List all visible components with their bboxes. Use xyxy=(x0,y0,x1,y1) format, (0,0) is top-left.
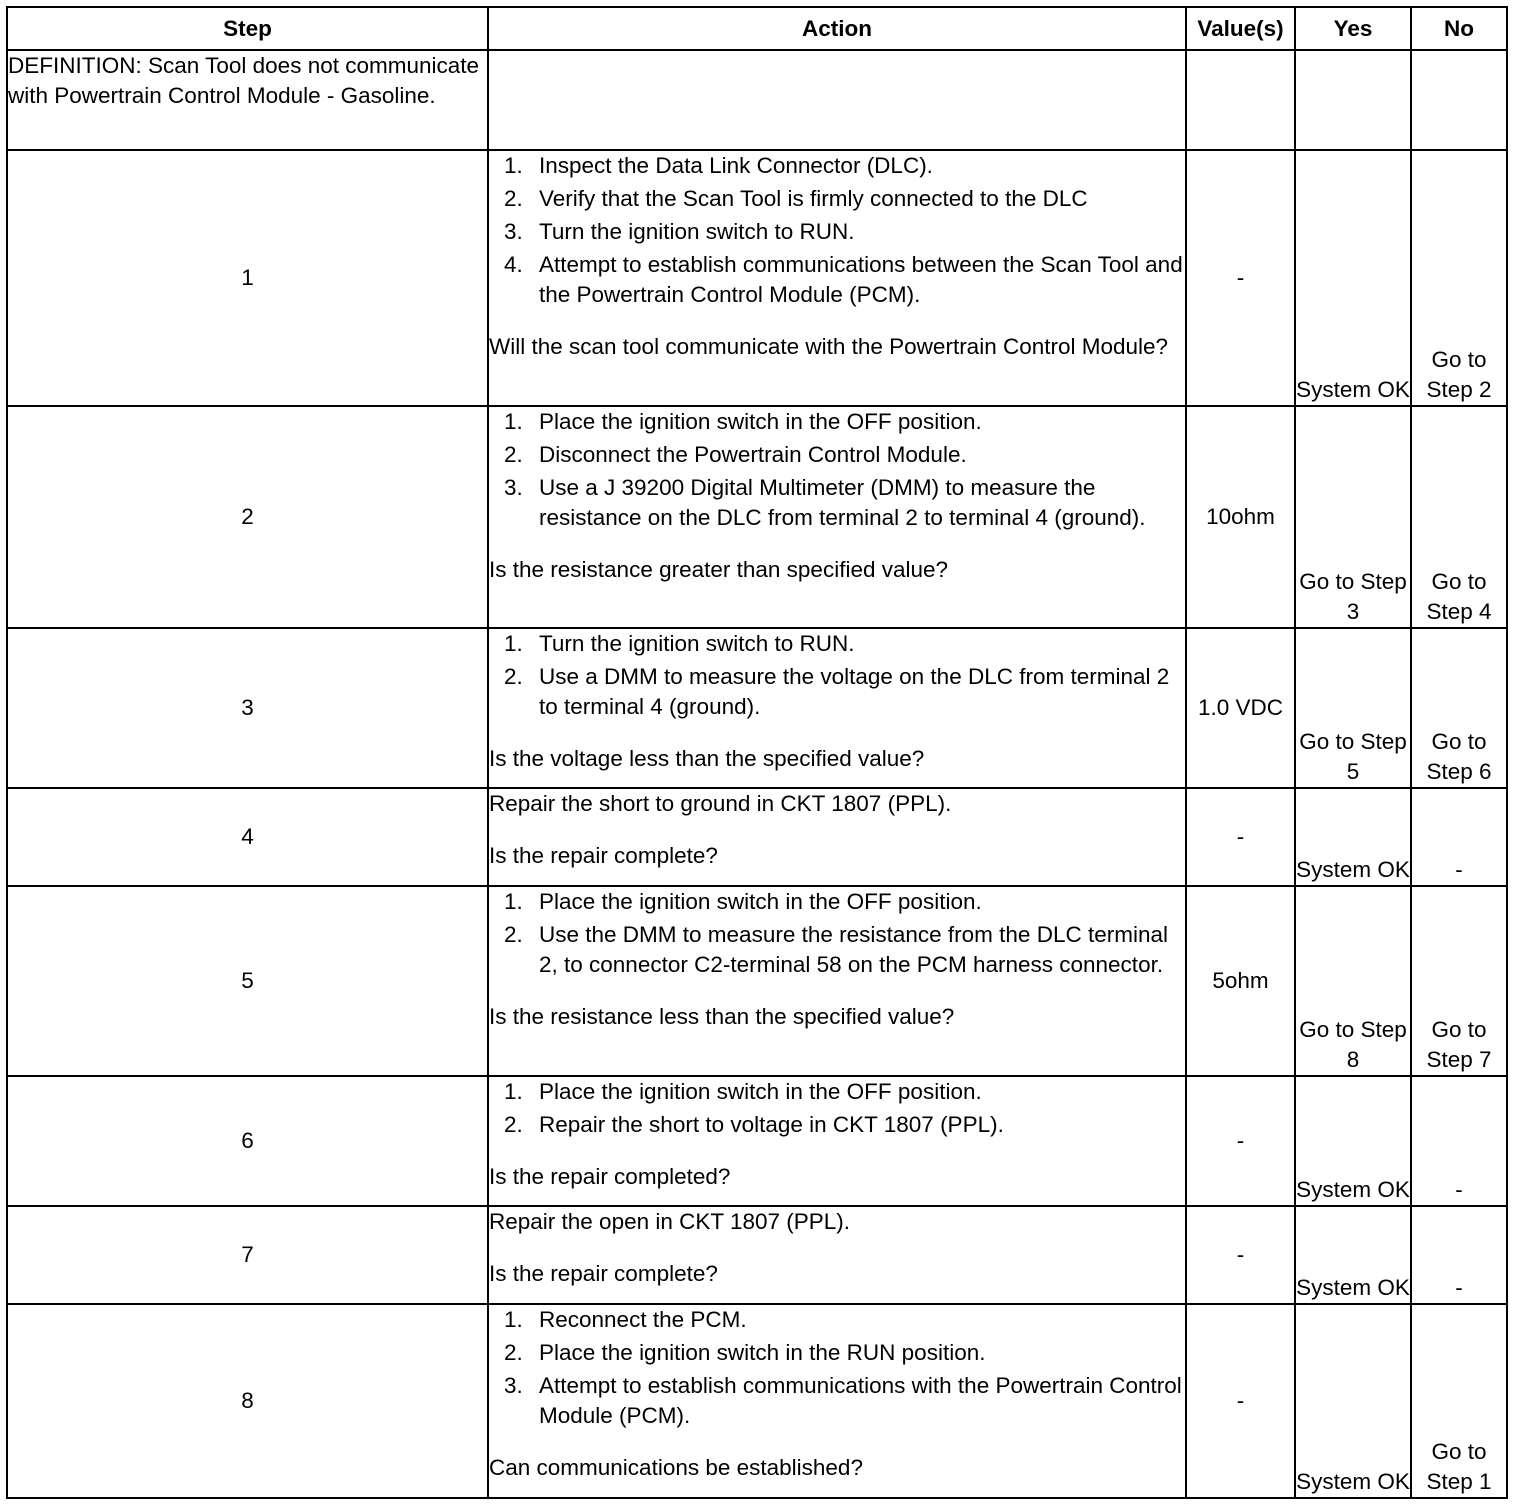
action-item-text: Place the ignition switch in the RUN position. xyxy=(539,1340,986,1365)
action-item xyxy=(489,407,1185,437)
action-list xyxy=(489,1305,1185,1431)
value-cell: 1.0 VDC xyxy=(1186,628,1295,788)
action-cell xyxy=(488,1304,1186,1498)
action-item-number: 1. xyxy=(504,1079,523,1104)
action-item-text: Place the ignition switch in the OFF position. xyxy=(539,889,982,914)
action-item-number: 3. xyxy=(504,1373,523,1398)
action-cell xyxy=(488,788,1186,886)
action-item xyxy=(489,473,1185,533)
step-number: 8 xyxy=(7,1304,488,1498)
no-cell: - xyxy=(1411,788,1507,886)
no-cell: Go to Step 1 xyxy=(1411,1304,1507,1498)
yes-cell: Go to Step 5 xyxy=(1295,628,1411,788)
step-number: 6 xyxy=(7,1076,488,1206)
step-number: 5 xyxy=(7,886,488,1076)
definition-row xyxy=(7,50,1507,150)
action-item-number: 2. xyxy=(504,186,523,211)
action-item-text: Turn the ignition switch to RUN. xyxy=(539,219,855,244)
action-item xyxy=(489,1338,1185,1368)
action-cell xyxy=(488,628,1186,788)
table-row xyxy=(7,1206,1507,1304)
action-item xyxy=(489,151,1185,181)
action-item-number: 2. xyxy=(504,922,523,947)
table-body xyxy=(7,50,1507,1498)
action-cell xyxy=(488,886,1186,1076)
action-item xyxy=(489,440,1185,470)
action-list xyxy=(489,1077,1185,1140)
action-item-number: 4. xyxy=(504,252,523,277)
yes-cell: Go to Step 3 xyxy=(1295,406,1411,628)
value-cell: - xyxy=(1186,150,1295,406)
action-item-text: Verify that the Scan Tool is firmly connected to the DLC xyxy=(539,186,1088,211)
action-cell xyxy=(488,150,1186,406)
step-number: 4 xyxy=(7,788,488,886)
empty-cell xyxy=(488,50,1186,150)
table-row xyxy=(7,886,1507,1076)
no-cell: - xyxy=(1411,1206,1507,1304)
action-item xyxy=(489,217,1185,247)
action-item xyxy=(489,662,1185,722)
action-item xyxy=(489,629,1185,659)
action-cell xyxy=(488,1206,1186,1304)
value-cell: 10ohm xyxy=(1186,406,1295,628)
table-row xyxy=(7,150,1507,406)
action-question: Is the voltage less than the specified value? xyxy=(489,746,925,771)
action-question: Can communications be established? xyxy=(489,1455,863,1480)
no-cell: Go to Step 6 xyxy=(1411,628,1507,788)
action-list xyxy=(489,629,1185,722)
action-list xyxy=(489,151,1185,310)
action-item-number: 3. xyxy=(504,219,523,244)
table-row xyxy=(7,406,1507,628)
action-item-text: Reconnect the PCM. xyxy=(539,1307,747,1332)
no-cell: Go to Step 2 xyxy=(1411,150,1507,406)
value-cell: - xyxy=(1186,1206,1295,1304)
action-question: Is the repair complete? xyxy=(489,843,718,868)
action-item-text: Use a J 39200 Digital Multimeter (DMM) to measure the resistance on the DLC from terminal 2 to terminal 4 (ground). xyxy=(539,475,1146,530)
table-row xyxy=(7,788,1507,886)
value-cell: - xyxy=(1186,788,1295,886)
no-cell: - xyxy=(1411,1076,1507,1206)
action-item-number: 1. xyxy=(504,153,523,178)
action-item-number: 1. xyxy=(504,631,523,656)
action-item xyxy=(489,1110,1185,1140)
value-cell: - xyxy=(1186,1076,1295,1206)
no-cell: Go to Step 7 xyxy=(1411,886,1507,1076)
value-cell: 5ohm xyxy=(1186,886,1295,1076)
action-item xyxy=(489,1305,1185,1335)
table-row xyxy=(7,628,1507,788)
empty-cell xyxy=(1186,50,1295,150)
action-item-text: Place the ignition switch in the OFF position. xyxy=(539,1079,982,1104)
action-item xyxy=(489,1371,1185,1431)
action-item-number: 2. xyxy=(504,1112,523,1137)
action-instruction: Repair the short to ground in CKT 1807 (PPL). xyxy=(489,791,952,816)
table-row xyxy=(7,1304,1507,1498)
action-question: Is the repair completed? xyxy=(489,1164,731,1189)
yes-cell: System OK xyxy=(1295,1076,1411,1206)
action-item-number: 1. xyxy=(504,409,523,434)
action-item-number: 2. xyxy=(504,442,523,467)
header-no: No xyxy=(1411,7,1507,50)
definition-text: DEFINITION: Scan Tool does not communicate with Powertrain Control Module - Gasoline. xyxy=(7,50,488,150)
action-item-text: Use the DMM to measure the resistance from the DLC terminal 2, to connector C2-terminal 58 on the PCM harness connector. xyxy=(539,922,1168,977)
header-row xyxy=(7,7,1507,50)
action-item-text: Use a DMM to measure the voltage on the DLC from terminal 2 to terminal 4 (ground). xyxy=(539,664,1170,719)
action-item xyxy=(489,184,1185,214)
step-number: 3 xyxy=(7,628,488,788)
step-number: 2 xyxy=(7,406,488,628)
empty-cell xyxy=(1295,50,1411,150)
action-instruction: Repair the open in CKT 1807 (PPL). xyxy=(489,1209,851,1234)
yes-cell: Go to Step 8 xyxy=(1295,886,1411,1076)
action-list xyxy=(489,887,1185,980)
step-number: 7 xyxy=(7,1206,488,1304)
action-question: Is the repair complete? xyxy=(489,1261,718,1286)
action-item-text: Disconnect the Powertrain Control Module. xyxy=(539,442,967,467)
header-value: Value(s) xyxy=(1186,7,1295,50)
action-list xyxy=(489,407,1185,533)
header-step: Step xyxy=(7,7,488,50)
table-row xyxy=(7,1076,1507,1206)
action-question: Is the resistance less than the specified value? xyxy=(489,1004,955,1029)
value-cell: - xyxy=(1186,1304,1295,1498)
action-item-text: Place the ignition switch in the OFF position. xyxy=(539,409,982,434)
action-item-number: 1. xyxy=(504,1307,523,1332)
action-item-text: Inspect the Data Link Connector (DLC). xyxy=(539,153,933,178)
step-number: 1 xyxy=(7,150,488,406)
yes-cell: System OK xyxy=(1295,1304,1411,1498)
action-item-number: 1. xyxy=(504,889,523,914)
action-question: Will the scan tool communicate with the Powertrain Control Module? xyxy=(489,334,1169,359)
action-cell xyxy=(488,1076,1186,1206)
action-item xyxy=(489,1077,1185,1107)
header-yes: Yes xyxy=(1295,7,1411,50)
action-item-number: 2. xyxy=(504,1340,523,1365)
action-item xyxy=(489,887,1185,917)
header-action: Action xyxy=(488,7,1186,50)
action-item-number: 2. xyxy=(504,664,523,689)
yes-cell: System OK xyxy=(1295,150,1411,406)
diagnostic-table xyxy=(6,6,1508,1499)
action-item-number: 3. xyxy=(504,475,523,500)
yes-cell: System OK xyxy=(1295,788,1411,886)
action-item xyxy=(489,920,1185,980)
empty-cell xyxy=(1411,50,1507,150)
action-item-text: Attempt to establish communications between the Scan Tool and the Powertrain Control Module (PCM). xyxy=(539,252,1183,307)
action-question: Is the resistance greater than specified value? xyxy=(489,557,949,582)
no-cell: Go to Step 4 xyxy=(1411,406,1507,628)
action-item xyxy=(489,250,1185,310)
action-item-text: Repair the short to voltage in CKT 1807 (PPL). xyxy=(539,1112,1004,1137)
action-item-text: Turn the ignition switch to RUN. xyxy=(539,631,855,656)
action-cell xyxy=(488,406,1186,628)
yes-cell: System OK xyxy=(1295,1206,1411,1304)
action-item-text: Attempt to establish communications with the Powertrain Control Module (PCM). xyxy=(539,1373,1182,1428)
